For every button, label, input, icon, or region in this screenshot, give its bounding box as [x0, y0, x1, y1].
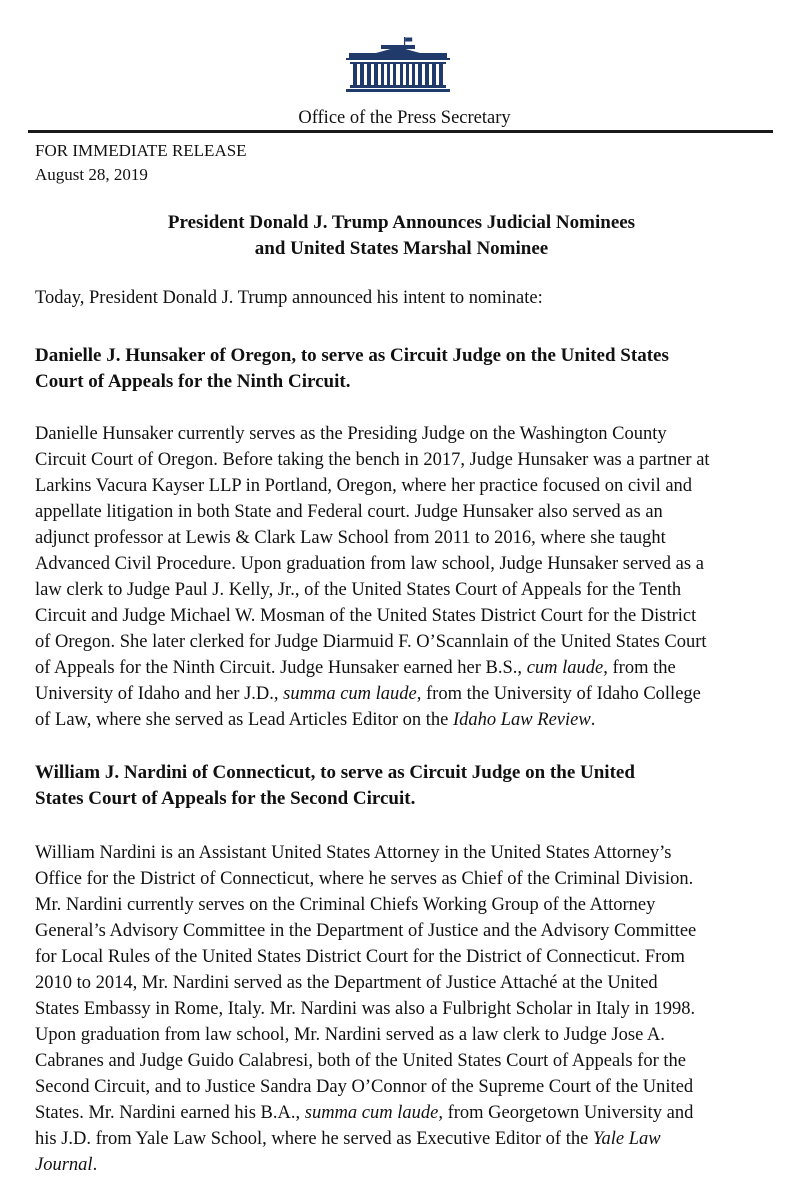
bio-line	[35, 1126, 696, 1152]
release-date: August 28, 2019	[35, 165, 148, 184]
bio-line: Upon graduation from law school, Mr. Nardini served as a law clerk to Judge Jose A.	[35, 1025, 665, 1045]
bio-line: of Oregon. She later clerked for Judge Diarmuid F. O’Scannlain of the United States Court	[35, 632, 707, 652]
bio-line	[35, 1152, 696, 1178]
bio-line	[35, 655, 710, 681]
text-run: , from the University of Idaho College	[416, 684, 701, 704]
nominee-bio-hunsaker	[35, 421, 710, 733]
italic-run: cum laude	[526, 658, 604, 678]
text-run: States. Mr. Nardini earned his B.A.,	[35, 1103, 305, 1123]
bio-line	[35, 681, 710, 707]
bio-line: Second Circuit, and to Justice Sandra Day O’Connor of the Supreme Court of the United	[35, 1077, 694, 1097]
text-run: his J.D. from Yale Law School, where he served as Executive Editor of the	[35, 1129, 593, 1149]
text-run: .	[590, 710, 596, 730]
italic-run: Idaho Law Review	[452, 710, 591, 730]
title-line: President Donald J. Trump Announces Judicial Nominees	[167, 212, 636, 233]
title-line: and United States Marshal Nominee	[254, 238, 549, 259]
nominee-heading-hunsaker	[35, 343, 669, 395]
italic-run: Journal	[35, 1155, 93, 1175]
white-house-logo-icon	[346, 37, 450, 95]
bio-line: Circuit and Judge Michael W. Mosman of the United States District Court for the District	[35, 606, 697, 626]
text-run: of Appeals for the Ninth Circuit. Judge Hunsaker earned her B.S.,	[35, 658, 527, 678]
bio-line: Circuit Court of Oregon. Before taking the bench in 2017, Judge Hunsaker was a partner at	[35, 450, 710, 470]
bio-line	[35, 707, 710, 733]
bio-line: Mr. Nardini currently serves on the Criminal Chiefs Working Group of the Attorney	[35, 895, 656, 915]
nominee-heading-nardini	[35, 760, 635, 812]
bio-line: appellate litigation in both State and Federal court. Judge Hunsaker also served as an	[35, 502, 663, 522]
text-run: University of Idaho and her J.D.,	[35, 684, 284, 704]
text-run: , from the	[603, 658, 676, 678]
heading-line: Court of Appeals for the Ninth Circuit.	[35, 371, 351, 392]
page-title	[0, 210, 803, 262]
office-label: Office of the Press Secretary	[298, 108, 511, 128]
release-block	[35, 139, 247, 187]
bio-line: 2010 to 2014, Mr. Nardini served as the Department of Justice Attaché at the United	[35, 973, 658, 993]
intro-text: Today, President Donald J. Trump announced his intent to nominate:	[35, 288, 543, 308]
italic-run: summa cum laude	[283, 684, 417, 704]
bio-line	[35, 1100, 696, 1126]
header-divider	[28, 130, 773, 133]
bio-line: General’s Advisory Committee in the Department of Justice and the Advisory Committee	[35, 921, 697, 941]
bio-line: Advanced Civil Procedure. Upon graduation from law school, Judge Hunsaker served as a	[35, 554, 704, 574]
nominee-bio-nardini	[35, 840, 696, 1178]
text-run: from Georgetown University and	[442, 1103, 694, 1123]
bio-line: Cabranes and Judge Guido Calabresi, both of the United States Court of Appeals for the	[35, 1051, 686, 1071]
bio-line: for Local Rules of the United States District Court for the District of Connecticut. From	[35, 947, 685, 967]
release-label: FOR IMMEDIATE RELEASE	[35, 141, 247, 160]
bio-line: Danielle Hunsaker currently serves as the Presiding Judge on the Washington County	[35, 424, 667, 444]
bio-line: law clerk to Judge Paul J. Kelly, Jr., of the United States Court of Appeals for the Tenth	[35, 580, 682, 600]
heading-line: William J. Nardini of Connecticut, to serve as Circuit Judge on the United	[35, 762, 635, 783]
heading-line: Danielle J. Hunsaker of Oregon, to serve as Circuit Judge on the United States	[35, 345, 669, 366]
text-run: .	[92, 1155, 98, 1175]
italic-run: summa cum laude,	[304, 1103, 443, 1123]
bio-line: William Nardini is an Assistant United States Attorney in the United States Attorney’s	[35, 843, 672, 863]
bio-line: States Embassy in Rome, Italy. Mr. Nardini was also a Fulbright Scholar in Italy in 1998.	[35, 999, 696, 1019]
bio-line: adjunct professor at Lewis & Clark Law School from 2011 to 2016, where she taught	[35, 528, 666, 548]
heading-line: States Court of Appeals for the Second Circuit.	[35, 788, 416, 809]
italic-run: Yale Law	[592, 1129, 661, 1149]
bio-line: Larkins Vacura Kayser LLP in Portland, Oregon, where her practice focused on civil and	[35, 476, 693, 496]
bio-line: Office for the District of Connecticut, where he serves as Chief of the Criminal Division.	[35, 869, 694, 889]
text-run: of Law, where she served as Lead Articles Editor on the	[35, 710, 453, 730]
